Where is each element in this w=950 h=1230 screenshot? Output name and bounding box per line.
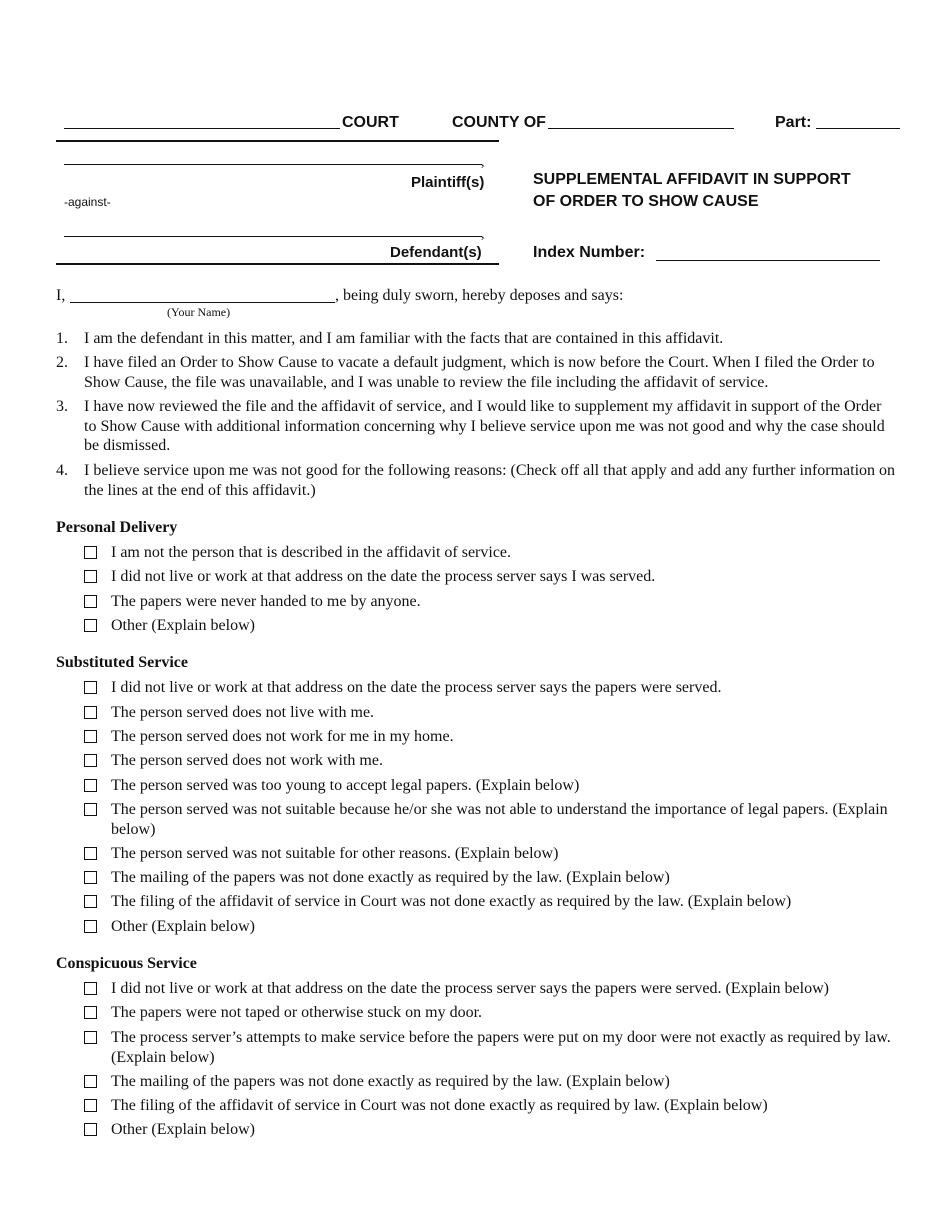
checkbox[interactable] (84, 546, 97, 559)
defendant-label: Defendant(s) (390, 244, 482, 261)
court-name-field[interactable] (64, 128, 340, 129)
checkbox-row (84, 592, 899, 612)
checkbox[interactable] (84, 681, 97, 694)
checkbox-label: The filing of the affidavit of service in Court was not done exactly as required by the law. (Explain below) (111, 893, 792, 910)
checkbox-row (84, 616, 899, 636)
checkbox[interactable] (84, 847, 97, 860)
paragraph-3 (56, 397, 896, 456)
checkbox-row (84, 917, 899, 937)
document-title-line2: OF ORDER TO SHOW CAUSE (533, 193, 759, 210)
checkbox-row (84, 892, 899, 912)
checkbox[interactable] (84, 730, 97, 743)
defendant-comma: , (481, 227, 485, 242)
checkbox[interactable] (84, 595, 97, 608)
paragraph-1 (56, 329, 896, 349)
checkbox-label: The filing of the affidavit of service in Court was not done exactly as required by law. (Explain below) (111, 1097, 768, 1114)
checkbox-row (84, 1096, 899, 1116)
checkbox-row (84, 1120, 899, 1140)
against-label: -against- (64, 195, 111, 209)
checkbox[interactable] (84, 1099, 97, 1112)
your-name-field[interactable] (70, 302, 335, 303)
checkbox-label: Other (Explain below) (111, 617, 255, 634)
checkbox[interactable] (84, 871, 97, 884)
checkbox[interactable] (84, 1123, 97, 1136)
paragraph-text: I have filed an Order to Show Cause to vacate a default judgment, which is now before the Court. When I filed the Order to Show Cause, the file was unavailable, and I was unable to review the file including the affidavit of service. (84, 354, 875, 391)
checkbox-row (84, 543, 899, 563)
caption-bottom-rule (56, 263, 499, 265)
checkbox-label: The person served does not work for me in my home. (111, 728, 454, 745)
checkbox-row (84, 727, 899, 747)
paragraph-text: I have now reviewed the file and the affidavit of service, and I would like to supplement my affidavit in support of the Order to Show Cause with additional information concerning why I believe service upon me was not good and why the case should be dismissed. (84, 398, 885, 454)
court-label: COURT (342, 114, 399, 131)
checkbox-label: I did not live or work at that address on the date the process server says the papers were served. (Explain below) (111, 980, 829, 997)
checkbox[interactable] (84, 1075, 97, 1088)
checkbox-row (84, 979, 899, 999)
checkbox-row (84, 868, 899, 888)
checkbox[interactable] (84, 1031, 97, 1044)
paragraph-number: 2. (56, 354, 68, 371)
plaintiff-label: Plaintiff(s) (411, 174, 485, 191)
section-title-substituted-service: Substituted Service (56, 654, 188, 671)
defendant-name-field[interactable] (64, 236, 482, 237)
section-title-conspicuous-service: Conspicuous Service (56, 955, 197, 972)
checkbox[interactable] (84, 982, 97, 995)
section-title-personal-delivery: Personal Delivery (56, 519, 178, 536)
checkbox-label: The mailing of the papers was not done exactly as required by the law. (Explain below) (111, 1073, 670, 1090)
checkbox-row (84, 844, 899, 864)
checkbox-label: The mailing of the papers was not done exactly as required by the law. (Explain below) (111, 869, 670, 886)
document-title-line1: SUPPLEMENTAL AFFIDAVIT IN SUPPORT (533, 171, 851, 188)
checkbox[interactable] (84, 920, 97, 933)
checkbox-label: The person served was not suitable because he/or she was not able to understand the importance of legal papers. (Explain below) (111, 801, 888, 838)
checkbox[interactable] (84, 779, 97, 792)
paragraph-2 (56, 353, 896, 392)
checkbox-row (84, 800, 899, 839)
paragraph-4 (56, 461, 896, 500)
checkbox[interactable] (84, 706, 97, 719)
checkbox-row (84, 776, 899, 796)
plaintiff-name-field[interactable] (64, 164, 482, 165)
oath-prefix: I, (56, 287, 66, 304)
checkbox-label: The person served was not suitable for other reasons. (Explain below) (111, 845, 559, 862)
checkbox[interactable] (84, 570, 97, 583)
checkbox-label: The person served was too young to accept legal papers. (Explain below) (111, 777, 580, 794)
index-number-label: Index Number: (533, 244, 646, 261)
caption-top-rule (56, 140, 499, 142)
paragraph-number: 3. (56, 398, 68, 415)
checkbox-label: Other (Explain below) (111, 1121, 255, 1138)
checkbox-row (84, 567, 899, 587)
part-field[interactable] (816, 128, 900, 129)
checkbox-label: The person served does not work with me. (111, 752, 383, 769)
paragraph-number: 1. (56, 330, 68, 347)
checkbox-label: The process server’s attempts to make service before the papers were put on my door were not exactly as required by law. (Explain below) (111, 1029, 891, 1066)
checkbox-label: I did not live or work at that address on the date the process server says I was served. (111, 568, 656, 585)
checkbox-label: I did not live or work at that address on the date the process server says the papers were served. (111, 679, 722, 696)
checkbox[interactable] (84, 1006, 97, 1019)
part-label: Part: (775, 114, 812, 131)
checkbox-row (84, 751, 899, 771)
oath-suffix: , being duly sworn, hereby deposes and says: (335, 287, 624, 304)
plaintiff-comma: , (481, 155, 485, 170)
checkbox-row (84, 1003, 899, 1023)
county-label: COUNTY OF (452, 114, 546, 131)
checkbox-label: The papers were never handed to me by anyone. (111, 593, 421, 610)
checkbox-row (84, 703, 899, 723)
checkbox[interactable] (84, 803, 97, 816)
checkbox-row (84, 1072, 899, 1092)
index-number-field[interactable] (656, 260, 880, 261)
checkbox-label: The person served does not live with me. (111, 704, 375, 721)
checkbox[interactable] (84, 754, 97, 767)
checkbox-label: The papers were not taped or otherwise stuck on my door. (111, 1004, 483, 1021)
paragraph-number: 4. (56, 462, 68, 479)
checkbox-row (84, 678, 899, 698)
your-name-hint: (Your Name) (167, 305, 231, 319)
county-field[interactable] (548, 128, 734, 129)
checkbox-label: I am not the person that is described in the affidavit of service. (111, 544, 512, 561)
paragraph-text: I am the defendant in this matter, and I am familiar with the facts that are contained in this affidavit. (84, 330, 724, 347)
checkbox[interactable] (84, 619, 97, 632)
checkbox[interactable] (84, 895, 97, 908)
checkbox-row (84, 1028, 899, 1067)
checkbox-label: Other (Explain below) (111, 918, 255, 935)
paragraph-text: I believe service upon me was not good for the following reasons: (Check off all that apply and add any further information on the lines at the end of this affidavit.) (84, 462, 896, 499)
